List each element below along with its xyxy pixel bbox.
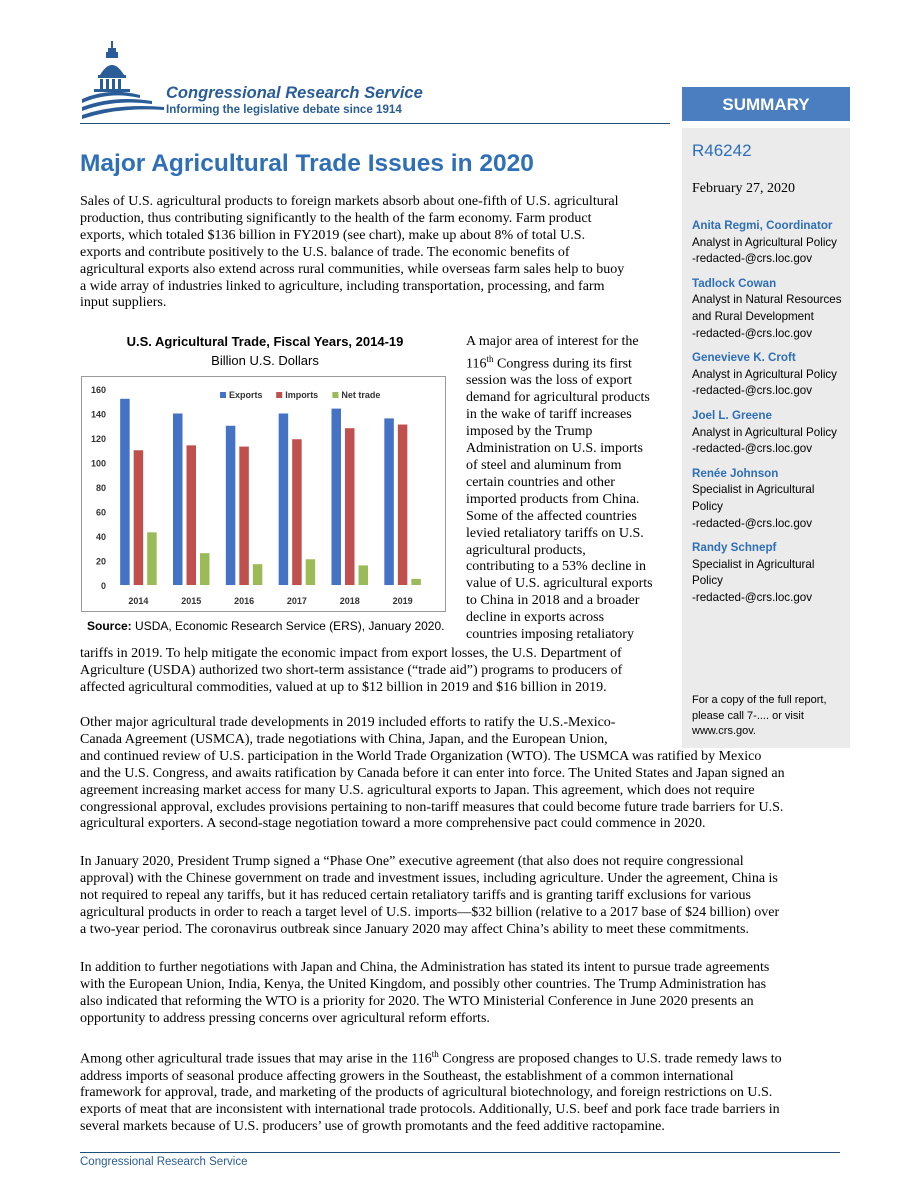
x-tick-label: 2018 — [339, 596, 360, 606]
author-email[interactable]: -redacted-@crs.loc.gov — [692, 442, 813, 456]
summary-label: SUMMARY — [682, 87, 850, 121]
bar-imports — [398, 425, 408, 585]
org-name: Congressional Research Service — [166, 84, 423, 102]
legend-label: Exports — [229, 390, 263, 400]
text-line: also indicated that reforming the WTO is a priority for 2020. The WTO Ministerial Conference in June 2020 presents an — [80, 993, 754, 1009]
y-tick-label: 140 — [90, 409, 106, 420]
report-id: R46242 — [692, 141, 752, 160]
text-line: input suppliers. — [80, 295, 167, 311]
author-email[interactable]: -redacted-@crs.loc.gov — [692, 516, 813, 530]
text-line: agricultural exports also extend across rural communities, while overseas farm sales help to buoy — [80, 261, 625, 277]
text-line: exports, which totaled $136 billion in FY2019 (see chart), make up about 8% of total U.S. — [80, 227, 586, 243]
text-line: address imports of seasonal produce affecting growers in the Southeast, the establishment of a common international — [80, 1068, 734, 1084]
y-tick-label: 100 — [90, 458, 106, 469]
author-name: Renée Johnson — [692, 466, 779, 480]
text-line: contributing to a 53% decline in — [466, 559, 647, 575]
bar-imports — [292, 439, 302, 585]
source-text: USDA, Economic Research Service (ERS), January 2020. — [131, 619, 445, 633]
x-tick-label: 2017 — [286, 596, 307, 606]
text-line: to China in 2018 and a broader — [466, 593, 640, 609]
page-title: Major Agricultural Trade Issues in 2020 — [80, 150, 534, 177]
bar-exports — [279, 414, 289, 586]
bar-exports — [226, 426, 236, 585]
text-line: A major area of interest for the — [466, 334, 639, 349]
author-list — [692, 218, 844, 614]
bar-net-trade — [147, 532, 157, 585]
y-tick-label: 20 — [95, 556, 106, 567]
text-line: certain countries and other — [466, 474, 615, 490]
chart-canvas — [82, 377, 445, 611]
y-tick-label: 120 — [90, 434, 106, 444]
bar-net-trade — [253, 564, 262, 585]
y-tick-label: 160 — [90, 385, 106, 395]
text-line: with the European Union, India, Kenya, the United Kingdom, and possibly other countries. The Trump Administration has — [80, 976, 767, 992]
text-line: of steel and aluminum from — [466, 458, 622, 473]
author-entry — [692, 218, 844, 268]
author-entry — [692, 350, 844, 400]
text-line: and the U.S. Congress, and awaits ratification by Canada before it can enter into force. The United States and Japan signed an — [80, 765, 785, 781]
text-line: opportunity to address pressing concerns over agricultural reform efforts. — [80, 1010, 490, 1026]
text-line: agricultural exporters. A second-stage negotiation toward a more comprehensive pact could commence in 2020. — [80, 816, 706, 832]
bar-exports — [173, 414, 183, 586]
text-line: Canada Agreement (USMCA), trade negotiations with China, Japan, and the European Union, — [80, 731, 608, 747]
text-line: exports and contribute positively to the U.S. balance of trade. The economic benefits of — [80, 244, 570, 260]
bar-imports — [187, 445, 197, 585]
footer-text: Congressional Research Service — [80, 1156, 248, 1168]
author-email[interactable]: -redacted-@crs.loc.gov — [692, 590, 813, 604]
author-role: Analyst in Agricultural Policy — [692, 235, 837, 249]
text-line: In January 2020, President Trump signed a “Phase One” executive agreement (that also does not require congressional — [80, 854, 744, 869]
text-line: Among other agricultural trade issues that may arise in the 116th Congress are proposed changes to U.S. trade remedy laws to — [80, 1049, 782, 1067]
author-email[interactable]: -redacted-@crs.loc.gov — [692, 326, 813, 340]
text-line: imposed by the Trump — [466, 424, 593, 440]
chart-source — [87, 619, 444, 633]
text-line: in the wake of tariff increases — [466, 407, 632, 423]
y-tick-label: 60 — [95, 507, 106, 518]
author-role: Specialist in Agricultural Policy — [692, 557, 815, 588]
text-line: countries imposing retaliatory — [466, 627, 634, 643]
chart — [81, 376, 446, 612]
text-line: 116th Congress during its first — [466, 353, 632, 372]
text-line: Sales of U.S. agricultural products to foreign markets absorb about one-fifth of U.S. agricultural — [80, 194, 619, 209]
text-line: not required to repeal any tariffs, but it has reduced certain retaliatory tariffs and is granting tariff exclusions for various — [80, 887, 751, 903]
author-role: Specialist in Agricultural Policy — [692, 483, 815, 513]
text-line: tariffs in 2019. To help mitigate the economic impact from export losses, the U.S. Department of — [80, 646, 622, 661]
author-role: Analyst in Natural Resources and Rural Development — [692, 293, 842, 323]
author-entry — [692, 466, 844, 532]
text-line: congressional approval, excludes provisions pertaining to non-tariff measures that could become future trade barriers for U.S. — [80, 799, 784, 815]
bar-exports — [384, 418, 394, 585]
text-line: and continued review of U.S. participation in the World Trade Organization (WTO). The USMCA was ratified by Mexico — [80, 748, 762, 764]
text-line: several markets because of U.S. producers’ use of growth promotants and the feed additive ractopamine. — [80, 1119, 665, 1135]
legend-swatch — [276, 392, 282, 398]
copy-note: For a copy of the full report, please call 7-.... or visit www.crs.gov. — [692, 694, 827, 738]
bar-imports — [345, 428, 355, 585]
paragraph-negotiations — [80, 960, 840, 1028]
legend-label: Net trade — [341, 390, 381, 400]
text-line: agreement increasing market access for many U.S. agricultural exports to Japan. This agreement, which does not require — [80, 782, 755, 798]
text-line: a two-year period. The coronavirus outbreak since January 2020 may affect China’s ability to meet these commitments. — [80, 921, 749, 937]
author-name: Randy Schnepf — [692, 541, 777, 555]
text-line: framework for approval, trade, and marketing of the products of agricultural biotechnology, and foreign restrictions on U.S. — [80, 1085, 773, 1101]
author-role: Analyst in Agricultural Policy — [692, 367, 837, 381]
source-label: Source: — [87, 619, 132, 633]
text-line: approval) with the Chinese government on trade and investment issues, including agriculture. Under the agreement, China is — [80, 870, 778, 886]
author-role: Analyst in Agricultural Policy — [692, 425, 837, 439]
text-line: Some of the affected countries — [466, 508, 637, 524]
y-tick-label: 0 — [100, 581, 106, 591]
author-entry — [692, 540, 844, 606]
org-tagline: Informing the legislative debate since 1914 — [166, 103, 402, 116]
bar-exports — [120, 399, 130, 585]
bar-imports — [134, 450, 144, 585]
bar-net-trade — [306, 559, 316, 585]
text-line: agricultural products in order to reach a target level of U.S. imports—$32 billion (relative to a 2017 base of $24 billion) over — [80, 904, 780, 920]
paragraph-intro — [80, 194, 665, 312]
bar-net-trade — [411, 579, 421, 585]
text-line: exports of meat that are inconsistent with international trade protocols. Additionally, U.S. beef and pork face trade barriers in — [80, 1102, 780, 1118]
paragraph-phase-one — [80, 854, 840, 939]
author-entry — [692, 408, 844, 458]
legend-label: Imports — [285, 390, 319, 400]
author-email[interactable]: -redacted-@crs.loc.gov — [692, 252, 813, 266]
x-tick-label: 2019 — [392, 596, 413, 606]
text-line: decline in exports across — [466, 610, 605, 626]
x-tick-label: 2014 — [128, 596, 149, 606]
paragraph-tariffs-continued — [80, 646, 670, 697]
bar-imports — [239, 447, 249, 585]
paragraph-other-issues — [80, 1046, 840, 1136]
text-line: levied retaliatory tariffs on U.S. — [466, 525, 644, 541]
text-line: session was the loss of export — [466, 373, 633, 389]
author-email[interactable]: -redacted-@crs.loc.gov — [692, 384, 813, 398]
text-line: Administration on U.S. imports — [466, 441, 643, 457]
text-line: agricultural products, — [466, 542, 586, 558]
legend-swatch — [220, 392, 226, 398]
author-name: Tadlock Cowan — [692, 276, 777, 290]
bar-net-trade — [359, 565, 369, 585]
author-entry — [692, 276, 844, 342]
chart-title: U.S. Agricultural Trade, Fiscal Years, 2014-19 — [126, 334, 404, 349]
author-name: Genevieve K. Croft — [692, 351, 796, 365]
y-tick-label: 40 — [95, 532, 106, 542]
text-line: imported products from China. — [466, 491, 640, 507]
text-line: demand for agricultural products — [466, 390, 650, 406]
paragraph-trade-developments — [80, 715, 840, 833]
paragraph-tariffs-column — [466, 334, 671, 644]
bar-net-trade — [200, 553, 210, 585]
author-name: Joel L. Greene — [692, 408, 772, 422]
x-tick-label: 2016 — [234, 596, 255, 606]
header-divider — [80, 123, 670, 124]
text-line: production, thus contributing significantly to the health of the farm economy. Farm product — [80, 210, 592, 226]
capitol-dome-icon — [80, 35, 180, 125]
legend-swatch — [332, 392, 338, 398]
text-line: Other major agricultural trade developments in 2019 included efforts to ratify the U.S.-Mexico- — [80, 715, 616, 730]
text-line: In addition to further negotiations with Japan and China, the Administration has stated its intent to pursue trade agreements — [80, 960, 770, 975]
bar-exports — [332, 409, 342, 585]
text-line: Agriculture (USDA) authorized two short-term assistance (“trade aid”) programs to producers of — [80, 662, 623, 678]
footer-divider — [80, 1152, 840, 1153]
chart-subtitle: Billion U.S. Dollars — [211, 353, 319, 368]
y-tick-label: 80 — [95, 483, 106, 493]
text-line: value of U.S. agricultural exports — [466, 576, 653, 592]
text-line: affected agricultural commodities, valued at up to $12 billion in 2019 and $16 billion in 2019. — [80, 679, 607, 695]
x-tick-label: 2015 — [181, 596, 202, 606]
report-date: February 27, 2020 — [692, 181, 796, 196]
text-line: a wide array of industries linked to agriculture, including transportation, processing, and farm — [80, 278, 605, 294]
author-name: Anita Regmi, Coordinator — [692, 219, 833, 232]
